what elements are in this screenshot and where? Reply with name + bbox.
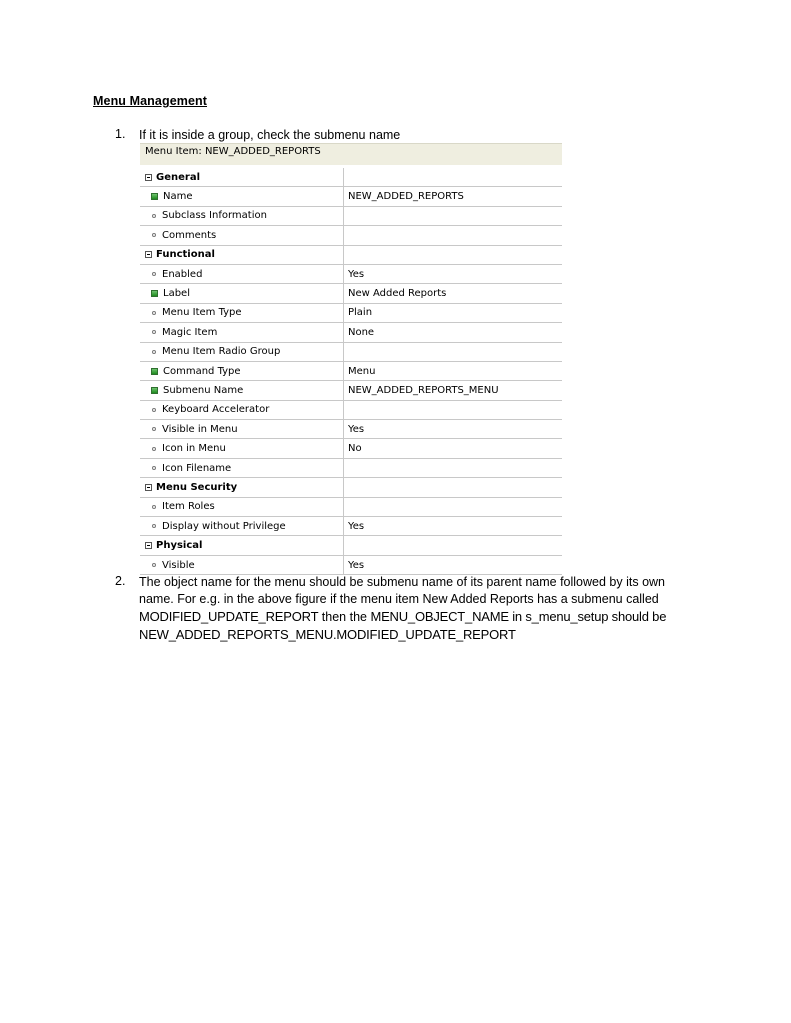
code-modified-update-report: MODIFIED_UPDATE_REPORT bbox=[139, 609, 319, 624]
optional-property-icon bbox=[152, 233, 156, 237]
required-property-icon bbox=[151, 387, 158, 394]
property-section-row[interactable] bbox=[140, 478, 562, 497]
list-item-2-line-1: The object name for the menu should be submenu name of its parent name followed by its own bbox=[139, 575, 665, 589]
property-name-cell bbox=[140, 207, 344, 225]
optional-property-icon bbox=[152, 408, 156, 412]
optional-property-icon bbox=[152, 466, 156, 470]
property-row[interactable] bbox=[140, 439, 562, 458]
property-name-cell bbox=[140, 420, 344, 438]
property-value-text: Yes bbox=[348, 268, 365, 280]
property-value-cell[interactable] bbox=[344, 187, 562, 205]
optional-property-icon bbox=[152, 330, 156, 334]
property-row[interactable] bbox=[140, 207, 562, 226]
optional-property-icon bbox=[152, 214, 156, 218]
property-value-cell[interactable] bbox=[344, 246, 562, 264]
property-row[interactable] bbox=[140, 304, 562, 323]
collapse-minus-icon[interactable] bbox=[145, 174, 152, 181]
optional-property-icon bbox=[152, 350, 156, 354]
optional-property-icon bbox=[152, 427, 156, 431]
property-name-label: Subclass Information bbox=[162, 210, 267, 222]
page-heading: Menu Management bbox=[93, 94, 208, 108]
property-row[interactable] bbox=[140, 401, 562, 420]
property-value-cell[interactable] bbox=[344, 517, 562, 535]
property-name-cell bbox=[140, 556, 344, 574]
property-section-row[interactable] bbox=[140, 246, 562, 265]
property-name-label: Display without Privilege bbox=[162, 520, 286, 532]
property-name-cell bbox=[140, 343, 344, 361]
property-value-text: Yes bbox=[348, 520, 365, 532]
property-value-text: Yes bbox=[348, 559, 365, 571]
property-row[interactable] bbox=[140, 498, 562, 517]
property-value-cell[interactable] bbox=[344, 226, 562, 244]
property-row[interactable] bbox=[140, 187, 562, 206]
property-name-cell bbox=[140, 362, 344, 380]
property-name-cell bbox=[140, 226, 344, 244]
property-row[interactable] bbox=[140, 343, 562, 362]
collapse-minus-icon[interactable] bbox=[145, 251, 152, 258]
collapse-minus-icon[interactable] bbox=[145, 542, 152, 549]
property-section-row[interactable] bbox=[140, 536, 562, 555]
property-name-cell bbox=[140, 459, 344, 477]
property-value-cell[interactable] bbox=[344, 556, 562, 574]
property-value-cell[interactable] bbox=[344, 343, 562, 361]
optional-property-icon bbox=[152, 505, 156, 509]
list-number-1: 1. bbox=[115, 127, 126, 141]
property-value-cell[interactable] bbox=[344, 401, 562, 419]
property-name-label: Keyboard Accelerator bbox=[162, 404, 270, 416]
property-value-cell[interactable] bbox=[344, 381, 562, 399]
property-name-label: Visible bbox=[162, 559, 195, 571]
list-item-2-line-3 bbox=[139, 608, 709, 626]
property-value-cell[interactable] bbox=[344, 362, 562, 380]
property-value-cell[interactable] bbox=[344, 207, 562, 225]
property-name-cell bbox=[140, 439, 344, 457]
property-name-cell bbox=[140, 323, 344, 341]
property-row[interactable] bbox=[140, 459, 562, 478]
property-section-row[interactable] bbox=[140, 168, 562, 187]
property-name-cell bbox=[140, 246, 344, 264]
property-value-cell[interactable] bbox=[344, 536, 562, 554]
property-name-label: Submenu Name bbox=[163, 384, 244, 396]
property-name-cell bbox=[140, 381, 344, 399]
property-name-label: Enabled bbox=[162, 268, 203, 280]
property-name-cell bbox=[140, 536, 344, 554]
property-grid bbox=[140, 143, 562, 575]
property-name-label: Magic Item bbox=[162, 326, 218, 338]
property-name-cell bbox=[140, 401, 344, 419]
collapse-minus-icon[interactable] bbox=[145, 484, 152, 491]
property-value-text: None bbox=[348, 326, 375, 338]
property-name-cell bbox=[140, 284, 344, 302]
property-name-label: Menu Item Radio Group bbox=[162, 346, 281, 358]
property-row[interactable] bbox=[140, 381, 562, 400]
text-then-the: then the bbox=[318, 610, 371, 624]
property-name-label: Menu Item Type bbox=[162, 307, 242, 319]
property-grid-title: Menu Item: NEW_ADDED_REPORTS bbox=[140, 143, 562, 165]
property-row[interactable] bbox=[140, 420, 562, 439]
list-item-2-line-2: name. For e.g. in the above figure if the menu item New Added Reports has a submenu called bbox=[139, 592, 659, 606]
property-value-text: NEW_ADDED_REPORTS bbox=[348, 191, 464, 203]
property-name-cell bbox=[140, 478, 344, 496]
property-name-label: General bbox=[156, 171, 200, 183]
property-value-cell[interactable] bbox=[344, 284, 562, 302]
code-menu-object-name: MENU_OBJECT_NAME in s_menu_setup should be bbox=[370, 609, 667, 624]
property-name-cell bbox=[140, 187, 344, 205]
property-row[interactable] bbox=[140, 556, 562, 575]
property-value-cell[interactable] bbox=[344, 439, 562, 457]
property-value-cell[interactable] bbox=[344, 459, 562, 477]
property-value-text: Menu bbox=[348, 365, 376, 377]
property-value-text: Yes bbox=[348, 423, 365, 435]
property-name-cell bbox=[140, 304, 344, 322]
list-item-1-text: If it is inside a group, check the submenu name bbox=[139, 128, 401, 142]
property-name-label: Icon Filename bbox=[162, 462, 232, 474]
property-name-label: Icon in Menu bbox=[162, 443, 226, 455]
list-item-2-line-4: NEW_ADDED_REPORTS_MENU.MODIFIED_UPDATE_REPORT bbox=[139, 627, 516, 642]
property-name-cell bbox=[140, 498, 344, 516]
required-property-icon bbox=[151, 290, 158, 297]
property-value-text: No bbox=[348, 443, 362, 455]
property-value-cell[interactable] bbox=[344, 478, 562, 496]
property-name-label: Functional bbox=[156, 249, 215, 261]
required-property-icon bbox=[151, 193, 158, 200]
property-name-label: Visible in Menu bbox=[162, 423, 238, 435]
property-name-label: Command Type bbox=[163, 365, 241, 377]
property-name-label: Physical bbox=[156, 540, 203, 552]
optional-property-icon bbox=[152, 524, 156, 528]
property-row[interactable] bbox=[140, 284, 562, 303]
property-value-cell[interactable] bbox=[344, 498, 562, 516]
property-name-cell bbox=[140, 517, 344, 535]
property-name-label: Comments bbox=[162, 229, 217, 241]
property-row[interactable] bbox=[140, 265, 562, 284]
property-value-text: NEW_ADDED_REPORTS_MENU bbox=[348, 384, 499, 396]
property-value-text: New Added Reports bbox=[348, 288, 447, 300]
list-number-2: 2. bbox=[115, 574, 126, 588]
property-value-text: Plain bbox=[348, 307, 373, 319]
property-row[interactable] bbox=[140, 323, 562, 342]
property-value-cell[interactable] bbox=[344, 420, 562, 438]
optional-property-icon bbox=[152, 447, 156, 451]
property-name-label: Name bbox=[163, 191, 193, 203]
property-value-cell[interactable] bbox=[344, 265, 562, 283]
optional-property-icon bbox=[152, 563, 156, 567]
property-name-label: Label bbox=[163, 288, 190, 300]
required-property-icon bbox=[151, 368, 158, 375]
property-name-cell bbox=[140, 265, 344, 283]
property-row[interactable] bbox=[140, 226, 562, 245]
property-name-label: Item Roles bbox=[162, 501, 215, 513]
property-name-cell bbox=[140, 168, 344, 186]
optional-property-icon bbox=[152, 272, 156, 276]
property-value-cell[interactable] bbox=[344, 168, 562, 186]
property-row[interactable] bbox=[140, 517, 562, 536]
property-name-label: Menu Security bbox=[156, 481, 238, 493]
list-item-2-text bbox=[139, 574, 709, 643]
property-grid-rows bbox=[140, 168, 562, 575]
property-row[interactable] bbox=[140, 362, 562, 381]
property-value-cell[interactable] bbox=[344, 323, 562, 341]
optional-property-icon bbox=[152, 311, 156, 315]
property-value-cell[interactable] bbox=[344, 304, 562, 322]
